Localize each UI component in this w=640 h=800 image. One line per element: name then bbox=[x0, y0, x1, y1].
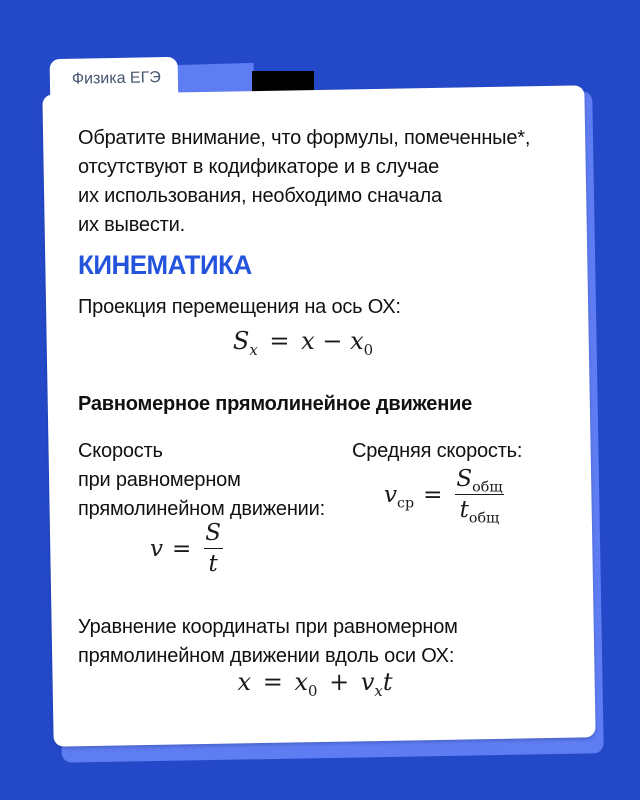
math-sub: 0 bbox=[308, 681, 318, 700]
math-op: + bbox=[329, 668, 350, 696]
section-title-kinematics: КИНЕМАТИКА bbox=[78, 250, 252, 280]
fraction-numerator: S bbox=[205, 520, 222, 546]
math-var: x bbox=[294, 668, 308, 696]
coordinate-label-line: Уравнение координаты при равномерном bbox=[78, 616, 458, 638]
math-sub: x bbox=[249, 340, 258, 359]
coordinate-equation-label bbox=[78, 613, 458, 671]
speed-label bbox=[78, 437, 325, 524]
coordinate-label-line: прямолинейном движении вдоль оси ОХ: bbox=[78, 645, 455, 667]
math-var: S bbox=[456, 466, 473, 492]
notice-line: их вывести. bbox=[78, 214, 185, 236]
math-op: = bbox=[172, 535, 192, 562]
math-sub: x bbox=[374, 681, 383, 700]
math-sub: общ bbox=[472, 479, 503, 496]
math-var: v bbox=[384, 481, 397, 508]
math-op: = bbox=[262, 668, 283, 696]
math-var: v bbox=[360, 668, 375, 696]
math-sub: 0 bbox=[363, 340, 374, 359]
speed-label-line: при равномерном bbox=[78, 469, 241, 491]
speed-label-line: прямолинейном движении: bbox=[78, 498, 325, 520]
speed-label-line: Скорость bbox=[78, 440, 163, 462]
math-lhs bbox=[384, 481, 415, 512]
math-sub: общ bbox=[468, 510, 500, 527]
projection-label: Проекция перемещения на ось ОХ: bbox=[78, 296, 401, 318]
math-fraction bbox=[200, 520, 226, 577]
math-sub: ср bbox=[397, 495, 415, 512]
formula-projection bbox=[78, 327, 528, 359]
math-var: x bbox=[237, 668, 252, 696]
math-op: − bbox=[322, 327, 343, 355]
formula-speed bbox=[150, 520, 226, 577]
math-op: = bbox=[423, 481, 443, 508]
math-var: v bbox=[150, 535, 163, 562]
math-fraction bbox=[451, 466, 507, 527]
average-speed-label: Средняя скорость: bbox=[352, 440, 523, 462]
fraction-numerator bbox=[451, 466, 507, 494]
math-var: S bbox=[232, 327, 250, 355]
notice-line: отсутствуют в кодификаторе и в случае bbox=[78, 156, 440, 178]
notice-line: их использования, необходимо сначала bbox=[78, 185, 442, 207]
formula-average-speed bbox=[384, 466, 508, 527]
notice-paragraph bbox=[78, 124, 530, 240]
math-var: t bbox=[459, 497, 469, 523]
formula-coordinate bbox=[78, 668, 552, 700]
fraction-denominator: t bbox=[204, 548, 223, 577]
math-var: x bbox=[350, 327, 364, 355]
math-op: = bbox=[269, 327, 290, 355]
math-var: t bbox=[382, 668, 393, 696]
notice-line: Обратите внимание, что формулы, помеченные*, bbox=[78, 127, 531, 149]
section-title-uniform-motion: Равномерное прямолинейное движение bbox=[78, 393, 473, 415]
math-var: x bbox=[301, 327, 315, 355]
fraction-denominator bbox=[455, 494, 505, 527]
subject-tab-label: Физика ЕГЭ bbox=[71, 69, 161, 88]
